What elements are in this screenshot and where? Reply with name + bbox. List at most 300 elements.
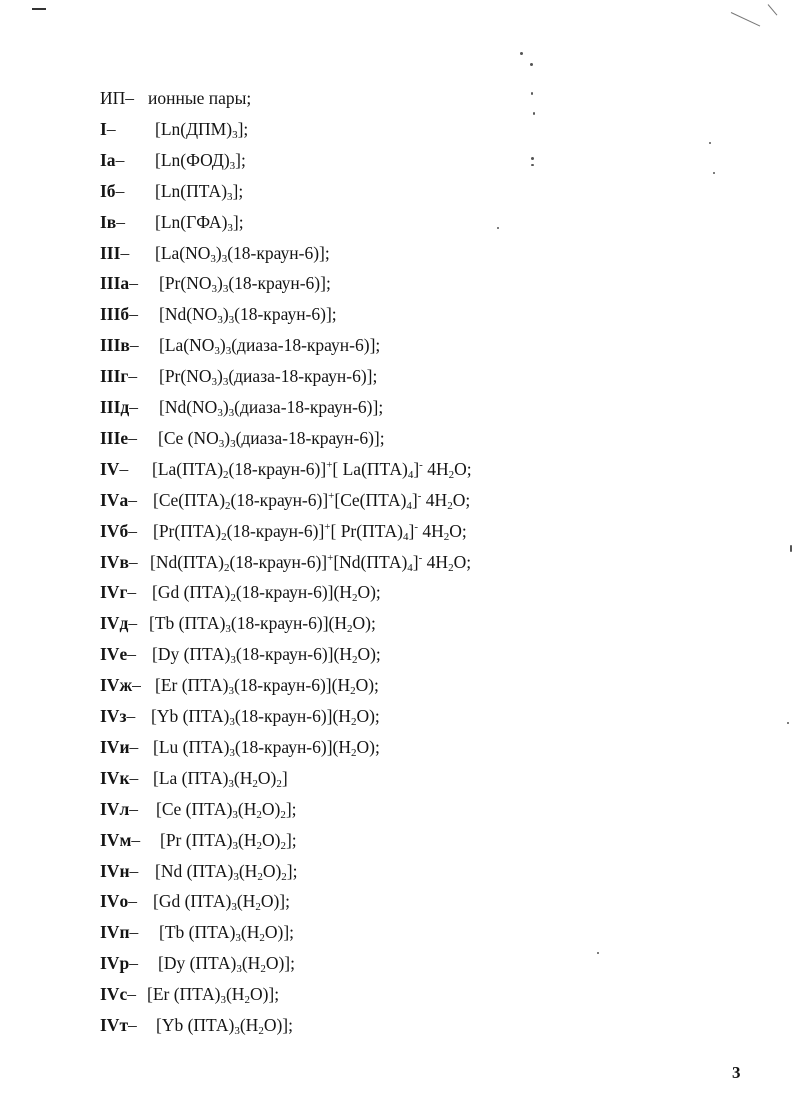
compound-label: IIIб [100, 304, 130, 325]
formula-text: (18-краун-6)]; [228, 273, 331, 294]
formula-text: [Nd(ПТА) [150, 551, 224, 572]
scan-speck [531, 92, 533, 95]
formula-text: ]; [235, 149, 246, 170]
compound-label: IVт [100, 1015, 129, 1035]
label-separator: – [115, 149, 125, 170]
formula-text: O)]; [263, 1015, 293, 1035]
formula-text: [ La(ПТА) [332, 458, 408, 479]
label-separator: – [128, 1015, 137, 1035]
formula-text: [Ce (ПТА) [156, 798, 233, 819]
formula-text: 4H [418, 520, 444, 541]
formula-text: [Dy (ПТА) [152, 644, 231, 665]
compound-entry [100, 489, 720, 513]
formula-text: O; [453, 551, 472, 572]
formula-text: [Yb (ПТА) [156, 1015, 235, 1035]
compound-formula [155, 211, 244, 233]
formula-text: O); [352, 613, 376, 634]
compound-label: ИП [100, 88, 126, 108]
scan-speck [787, 722, 789, 724]
formula-text: [Nd(NO [159, 304, 218, 325]
formula-text: [Pr(NO [159, 273, 212, 294]
label-separator: – [128, 891, 137, 912]
formula-text: ]; [285, 829, 297, 850]
compound-entry [100, 1014, 720, 1038]
formula-subscript: 3 [229, 716, 235, 728]
compound-entry [100, 674, 720, 698]
formula-subscript: 2 [447, 499, 453, 512]
compound-formula [153, 489, 470, 511]
compound-formula [152, 643, 381, 665]
formula-text: ] [412, 551, 419, 572]
compound-label: IIIд [100, 397, 130, 417]
formula-subscript: 2 [225, 499, 231, 512]
label-separator: – [129, 798, 139, 819]
compound-entry [100, 118, 720, 142]
label-separator: – [128, 366, 138, 387]
compound-label: IVд [100, 613, 129, 634]
formula-text: (18-краун-6)](H [235, 644, 352, 665]
formula-subscript: 4 [407, 561, 413, 574]
formula-subscript: 2 [255, 901, 261, 914]
formula-text: [Nd (ПТА) [155, 860, 234, 881]
formula-subscript: 3 [228, 685, 234, 698]
formula-superscript: + [324, 520, 331, 533]
formula-text: (H [238, 860, 258, 881]
compound-formula [156, 1014, 293, 1036]
formula-text: [Ln(ГФА) [155, 211, 228, 232]
scan-speck [531, 157, 534, 160]
label-separator: – [132, 675, 141, 696]
compound-formula [156, 798, 297, 820]
compound-formula [159, 303, 337, 325]
formula-subscript: 3 [229, 159, 236, 172]
formula-text: (H [238, 829, 257, 850]
formula-text: O) [261, 829, 281, 850]
compound-formula [152, 458, 472, 480]
formula-text: (H [241, 953, 261, 974]
compound-label: IVи [100, 736, 130, 757]
compound-label: IV [100, 458, 120, 479]
label-separator: – [128, 613, 138, 634]
formula-subscript: 3 [228, 777, 234, 790]
label-separator: – [128, 427, 137, 448]
formula-text: [Ce (NO [158, 427, 219, 448]
compound-entry [100, 890, 720, 914]
formula-text: O; [452, 489, 471, 510]
formula-subscript: 2 [351, 592, 358, 605]
label-separator: – [116, 211, 126, 232]
formula-subscript: 3 [228, 407, 235, 419]
formula-text: O) [262, 860, 282, 881]
formula-subscript: 3 [234, 1025, 240, 1037]
formula-text: (H [237, 798, 257, 819]
compound-entry [100, 643, 720, 667]
formula-subscript: 2 [350, 716, 357, 728]
formula-text: ) [217, 366, 223, 387]
page-number: 3 [732, 1063, 741, 1082]
formula-text: [Ln(ПТА) [155, 180, 228, 201]
label-separator: – [127, 984, 136, 1005]
formula-subscript: 3 [221, 252, 228, 265]
compound-formula [159, 365, 377, 387]
formula-subscript: 3 [211, 283, 217, 296]
formula-subscript: 2 [443, 530, 450, 543]
formula-subscript: 2 [351, 654, 358, 667]
compound-entry [100, 520, 720, 544]
compound-formula [147, 983, 279, 1005]
formula-text: O)]; [264, 922, 295, 943]
formula-text: (18-краун-6)]; [227, 242, 330, 263]
compound-entry [100, 921, 720, 945]
formula-text: O) [257, 767, 277, 788]
compound-label: IVн [100, 860, 130, 881]
scan-speck [597, 952, 599, 954]
formula-text: [La (ПТА) [153, 767, 229, 788]
formula-subscript: 2 [350, 685, 356, 698]
formula-text: [Er (ПТА) [155, 675, 229, 696]
formula-text: ] [408, 520, 415, 541]
formula-subscript: 2 [260, 963, 266, 976]
formula-subscript: 2 [257, 870, 263, 883]
formula-text: O)]; [265, 953, 295, 974]
compound-label: IVз [100, 706, 127, 726]
formula-subscript: 2 [223, 468, 229, 481]
formula-text: [Gd (ПТА) [152, 582, 231, 603]
formula-subscript: 2 [448, 468, 455, 481]
formula-subscript: 3 [229, 746, 235, 759]
formula-text: (диаза-18-краун-6)]; [231, 335, 381, 356]
formula-text: ]; [285, 798, 297, 819]
compound-entry [100, 829, 720, 853]
formula-text: O; [449, 520, 467, 541]
formula-superscript: - [419, 458, 423, 471]
formula-subscript: 2 [347, 623, 353, 636]
formula-text: [Pr(NO [159, 366, 212, 387]
compound-formula [155, 118, 248, 140]
formula-subscript: 3 [222, 376, 229, 389]
compound-entry [100, 303, 720, 327]
formula-subscript: 2 [351, 746, 357, 759]
formula-text: (18-краун-6)] [226, 520, 325, 541]
formula-text: (18-краун-6)](H [234, 736, 352, 757]
formula-subscript: 3 [218, 437, 225, 450]
formula-text: ] [411, 489, 418, 510]
compound-label: IVп [100, 922, 130, 943]
label-separator: – [126, 706, 136, 726]
formula-text: (18-краун-6)](H [230, 613, 348, 634]
compound-entry [100, 705, 720, 729]
formula-subscript: 3 [232, 128, 238, 141]
formula-text: (18-краун-6)](H [233, 675, 351, 696]
formula-text: O; [454, 458, 472, 479]
formula-subscript: 3 [232, 839, 239, 852]
compound-formula [159, 921, 294, 943]
formula-text: ]; [232, 211, 244, 232]
formula-text: ) [222, 397, 229, 417]
formula-text: 4H [422, 551, 449, 572]
compound-label: IVс [100, 984, 128, 1005]
formula-text: (18-краун-6)]; [234, 304, 337, 325]
formula-text: ]; [237, 118, 249, 139]
formula-superscript: + [327, 551, 334, 564]
scan-speck [709, 142, 711, 144]
compound-entry [100, 612, 720, 636]
compound-entry [100, 365, 720, 389]
compound-entry [100, 952, 720, 976]
formula-subscript: 3 [230, 437, 236, 450]
formula-text: O); [357, 644, 381, 665]
formula-text: [Ce(ПТА) [334, 489, 407, 510]
compound-entry [100, 458, 720, 482]
formula-subscript: 2 [258, 1025, 264, 1037]
label-separator: – [128, 489, 137, 510]
label-separator: – [119, 458, 129, 479]
formula-text: (18-краун-6)] [230, 489, 329, 510]
compound-formula [155, 860, 297, 882]
compound-entry [100, 149, 720, 173]
compound-formula [159, 396, 383, 418]
compound-entry [100, 180, 720, 204]
compound-label: IIIе [100, 427, 129, 448]
formula-subscript: 4 [403, 530, 409, 543]
formula-subscript: 3 [230, 654, 236, 667]
formula-text: (H [225, 984, 245, 1005]
formula-subscript: 4 [406, 499, 412, 512]
compound-formula [152, 581, 381, 603]
formula-text: (диаза-18-краун-6)]; [235, 427, 385, 448]
formula-text: O); [357, 582, 381, 603]
formula-subscript: 3 [225, 623, 231, 636]
formula-text: (H [236, 891, 256, 912]
formula-subscript: 3 [210, 252, 216, 265]
formula-superscript: + [328, 489, 335, 502]
compound-entry [100, 242, 720, 266]
formula-text: O)]; [249, 984, 280, 1005]
compound-label: Iа [100, 149, 116, 170]
compound-formula [159, 272, 331, 294]
formula-subscript: 3 [214, 345, 220, 358]
formula-text: ) [219, 335, 226, 356]
compound-formula [155, 149, 246, 171]
compound-formula [159, 334, 380, 356]
formula-subscript: 3 [225, 345, 232, 358]
label-separator: – [131, 829, 141, 850]
formula-text: [Ce(ПТА) [153, 489, 226, 510]
label-separator: – [128, 520, 137, 541]
formula-text: ]; [286, 860, 298, 881]
formula-text: [Tb (ПТА) [159, 922, 236, 943]
compound-formula [155, 242, 330, 264]
formula-subscript: 2 [221, 530, 227, 543]
formula-text: [ Pr(ПТА) [330, 520, 404, 541]
label-separator: – [127, 582, 137, 603]
compound-entry [100, 581, 720, 605]
compound-entry [100, 551, 720, 575]
compound-label: I [100, 118, 107, 139]
compound-label: IVе [100, 644, 128, 665]
formula-subscript: 3 [227, 221, 233, 234]
compound-label: IIIв [100, 335, 130, 356]
label-separator: – [115, 180, 125, 201]
scan-speck [713, 172, 715, 174]
compound-label: Iв [100, 211, 117, 232]
formula-text: (H [233, 767, 253, 788]
formula-subscript: 2 [281, 870, 287, 883]
formula-superscript: + [326, 458, 333, 471]
formula-text: 4H [421, 489, 448, 510]
formula-text: [La(ПТА) [152, 458, 224, 479]
scan-speck [531, 164, 534, 166]
compound-label: IVк [100, 767, 130, 788]
compound-label: III [100, 242, 121, 263]
compound-entry [100, 798, 720, 822]
label-separator: – [129, 922, 139, 943]
compound-label: IIIг [100, 366, 129, 387]
compound-label: IVл [100, 798, 130, 819]
formula-subscript: 3 [233, 870, 239, 883]
compound-formula [158, 952, 295, 974]
formula-subscript: 3 [232, 808, 238, 821]
formula-text: [Er (ПТА) [147, 984, 221, 1005]
formula-text: O) [261, 798, 281, 819]
formula-text: (18-краун-6)] [229, 551, 328, 572]
compound-entry [100, 767, 720, 791]
formula-subscript: 3 [227, 190, 233, 203]
scan-speck [497, 227, 499, 229]
label-separator: – [125, 88, 135, 108]
formula-subscript: 2 [223, 561, 230, 574]
formula-subscript: 2 [448, 561, 454, 574]
compound-formula [158, 427, 385, 449]
formula-text: [Ln(ФОД) [155, 149, 230, 170]
compound-label: IVг [100, 582, 128, 603]
compound-label: IVр [100, 953, 130, 974]
formula-text: [La(NO [159, 335, 215, 356]
formula-subscript: 3 [220, 994, 226, 1007]
scan-speck [530, 63, 533, 66]
compound-entry [100, 860, 720, 884]
compound-label: IIIа [100, 273, 130, 294]
formula-text: ] [413, 458, 420, 479]
formula-text: [Tb (ПТА) [149, 613, 226, 634]
compound-formula [155, 180, 243, 202]
compound-formula [153, 890, 290, 912]
compound-entry [100, 334, 720, 358]
compound-formula [153, 520, 467, 542]
compound-formula [150, 551, 471, 573]
compound-label: IVв [100, 551, 129, 572]
formula-subscript: 2 [280, 839, 286, 852]
compound-entry [100, 87, 720, 111]
formula-subscript: 4 [407, 468, 414, 481]
formula-text: O); [356, 706, 380, 726]
compound-entry [100, 396, 720, 420]
formula-superscript: - [414, 520, 419, 533]
label-separator: – [129, 397, 139, 417]
formula-subscript: 3 [235, 932, 241, 945]
compound-formula [149, 612, 376, 634]
label-separator: – [129, 767, 139, 788]
formula-text: ) [222, 304, 229, 325]
compound-entry [100, 427, 720, 451]
formula-subscript: 3 [231, 901, 237, 914]
formula-text: (H [240, 922, 260, 943]
formula-text: O); [355, 675, 379, 696]
formula-subscript: 3 [211, 376, 217, 389]
formula-subscript: 2 [244, 994, 250, 1007]
compound-entry [100, 983, 720, 1007]
scan-speck [533, 112, 535, 115]
formula-text: ) [215, 242, 222, 263]
formula-text: [Pr(ПТА) [153, 520, 222, 541]
label-separator: – [128, 551, 138, 572]
compound-label: Iб [100, 180, 116, 201]
formula-subscript: 2 [280, 808, 286, 821]
formula-subscript: 3 [222, 283, 229, 296]
label-separator: – [129, 736, 139, 757]
formula-text: (диаза-18-краун-6)]; [234, 397, 384, 417]
compound-formula [160, 829, 297, 851]
label-separator: – [129, 953, 138, 974]
formula-text: [Gd (ПТА) [153, 891, 232, 912]
formula-superscript: - [418, 551, 423, 564]
formula-text: (диаза-18-краун-6)]; [228, 366, 378, 387]
label-separator: – [129, 335, 139, 356]
compound-label: IVж [100, 675, 133, 696]
formula-text: [Yb (ПТА) [151, 706, 230, 726]
compound-entry [100, 736, 720, 760]
formula-text: [Nd(NO [159, 397, 218, 417]
label-separator: – [120, 242, 130, 263]
compound-label: IVа [100, 489, 129, 510]
formula-text: 4H [422, 458, 449, 479]
formula-text: [Pr (ПТА) [160, 829, 233, 850]
formula-text: [Nd(ПТА) [333, 551, 408, 572]
label-separator: – [127, 644, 136, 665]
scan-speck [520, 52, 523, 55]
formula-text: ] [281, 767, 288, 788]
formula-superscript: - [417, 489, 422, 502]
formula-text: [Lu (ПТА) [153, 736, 230, 757]
label-separator: – [106, 118, 116, 139]
scan-mark [32, 8, 46, 10]
compound-formula [153, 767, 288, 789]
label-separator: – [129, 273, 138, 294]
formula-text: O)]; [260, 891, 290, 912]
formula-subscript: 2 [256, 808, 262, 821]
definition-text: ионные пары; [148, 88, 252, 108]
label-separator: – [129, 304, 138, 325]
formula-text: [Ln(ДПМ) [155, 118, 233, 139]
compound-label: IVо [100, 891, 129, 912]
formula-text: ) [217, 273, 223, 294]
formula-text: [Dy (ПТА) [158, 953, 237, 974]
formula-text: O); [356, 736, 380, 757]
scan-speck [790, 545, 792, 552]
formula-subscript: 3 [217, 314, 223, 327]
formula-subscript: 2 [276, 777, 282, 790]
compound-formula [155, 674, 379, 696]
formula-text: (H [239, 1015, 259, 1035]
formula-subscript: 2 [256, 839, 262, 852]
compound-label: IVм [100, 829, 132, 850]
compound-label: IVб [100, 520, 129, 541]
formula-subscript: 2 [259, 932, 265, 945]
formula-subscript: 2 [230, 592, 236, 605]
label-separator: – [129, 860, 139, 881]
formula-text: [La(NO [155, 242, 211, 263]
formula-subscript: 3 [217, 407, 223, 419]
